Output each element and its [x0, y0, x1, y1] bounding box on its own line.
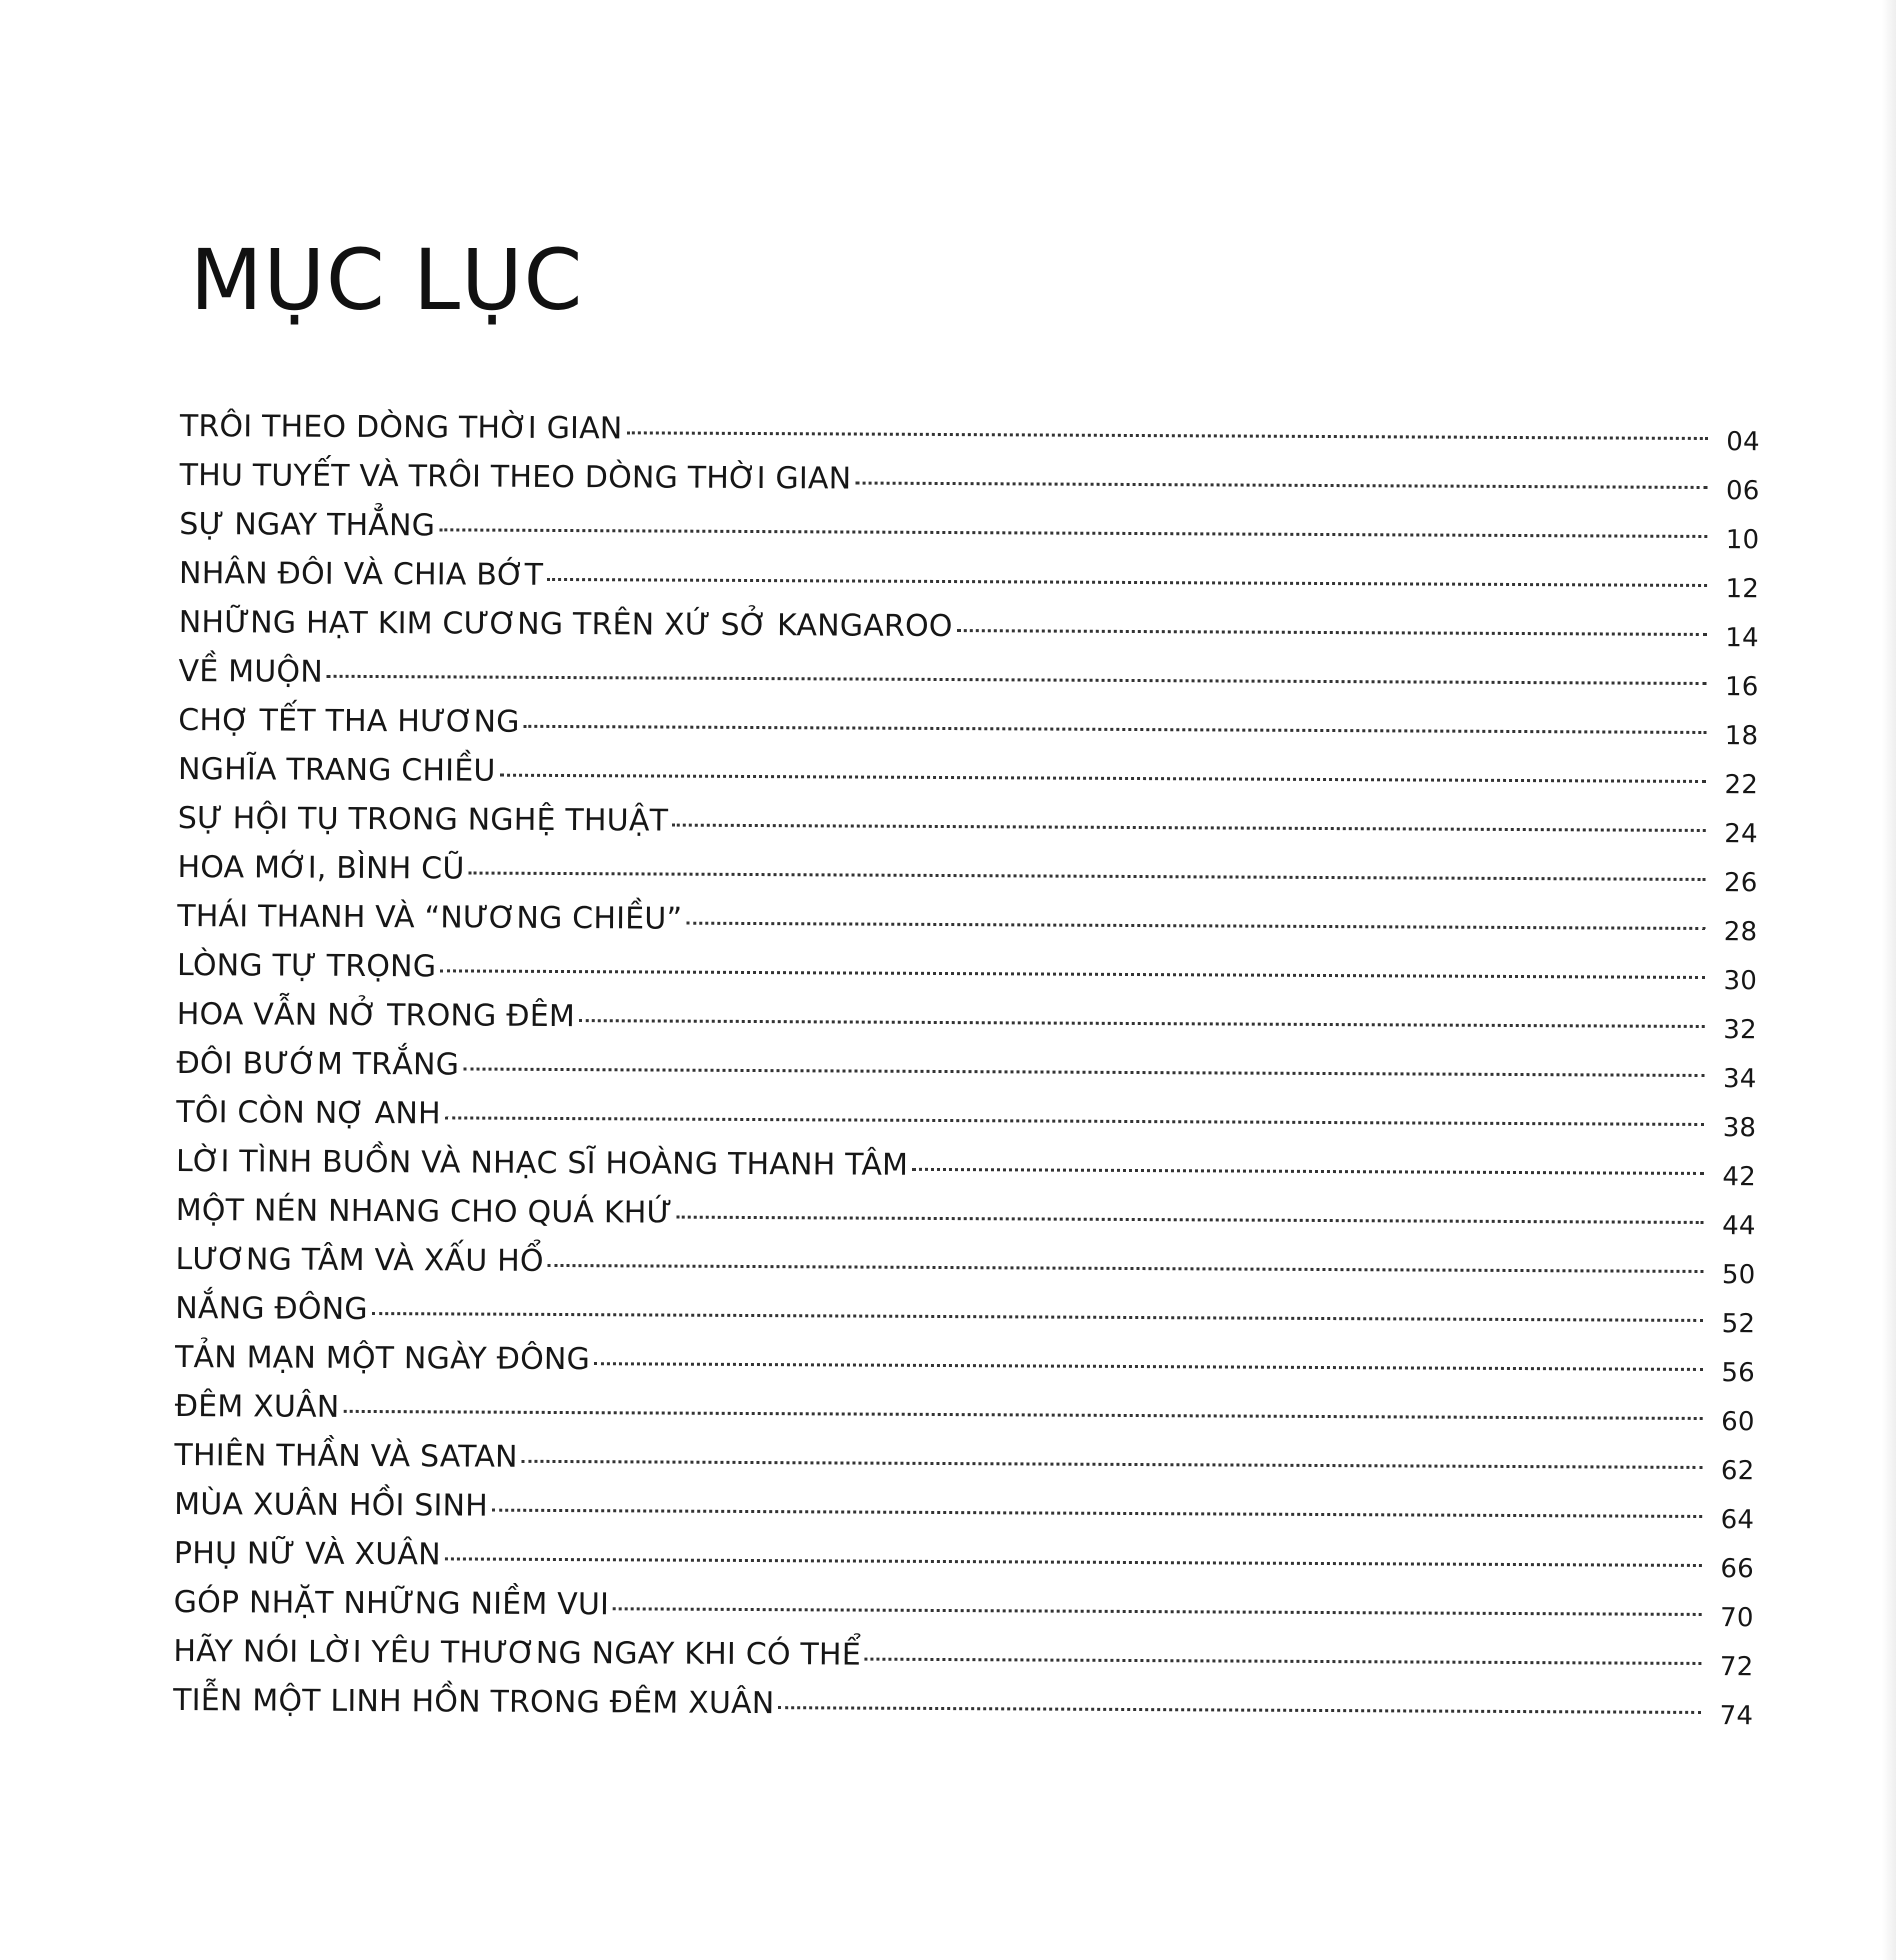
- toc-entry: [179, 549, 1759, 606]
- toc-entry-title: NẮNG ĐÔNG: [175, 1290, 368, 1327]
- toc-entry: [178, 696, 1758, 753]
- toc-entry-title: THÁI THANH VÀ “NƯƠNG CHIỀU”: [177, 898, 683, 937]
- dot-leader: [626, 431, 1707, 440]
- toc-entry-page-number: 28: [1723, 917, 1758, 948]
- toc-entry-title: PHỤ NỮ VÀ XUÂN: [173, 1535, 441, 1573]
- toc-entry-title: TÔI CÒN NỢ ANH: [176, 1094, 441, 1132]
- toc-entry: [175, 1333, 1755, 1390]
- dot-leader: [855, 482, 1707, 489]
- toc-entry-page-number: 44: [1722, 1211, 1756, 1242]
- dot-leader: [548, 1264, 1704, 1273]
- toc-entry-title: MÙA XUÂN HỒI SINH: [174, 1486, 489, 1524]
- dot-leader: [522, 1460, 1703, 1469]
- toc-entry-title: NGHĨA TRANG CHIỀU: [177, 751, 496, 789]
- toc-entry-page-number: 06: [1725, 476, 1760, 507]
- dot-leader: [613, 1607, 1702, 1616]
- toc-entry-page-number: 18: [1724, 721, 1759, 752]
- toc-entry: [177, 941, 1757, 998]
- toc-entry-page-number: 10: [1725, 525, 1760, 556]
- dot-leader: [372, 1312, 1703, 1322]
- toc-entry: [176, 1039, 1756, 1096]
- toc-entry: [173, 1627, 1753, 1684]
- toc-entry: [175, 1235, 1755, 1292]
- page-edge-shadow: [1882, 0, 1896, 1960]
- toc-entry-page-number: 26: [1723, 868, 1758, 899]
- toc-entry: [174, 1480, 1754, 1537]
- toc-entry: [175, 1382, 1755, 1439]
- dot-leader: [445, 1557, 1702, 1567]
- toc-entry-title: NHÂN ĐÔI VÀ CHIA BỚT: [179, 555, 544, 593]
- toc-entry-page-number: 72: [1719, 1652, 1754, 1683]
- dot-leader: [672, 824, 1706, 832]
- dot-leader: [957, 629, 1707, 636]
- toc-entry-page-number: 24: [1724, 819, 1758, 850]
- dot-leader: [343, 1410, 1702, 1420]
- dot-leader: [676, 1216, 1703, 1224]
- toc-entry-title: LÒNG TỰ TRỌNG: [176, 947, 437, 985]
- dot-leader: [865, 1658, 1702, 1665]
- toc-entry-page-number: 38: [1722, 1113, 1757, 1144]
- toc-entry-title: TRÔI THEO DÒNG THỜI GIAN: [179, 408, 623, 447]
- toc-entry-page-number: 34: [1722, 1064, 1757, 1095]
- toc-entry: [179, 451, 1759, 508]
- toc-entry-page-number: 42: [1722, 1162, 1757, 1193]
- toc-entry-title: SỰ NGAY THẲNG: [179, 506, 436, 544]
- toc-entry-page-number: 62: [1720, 1456, 1755, 1487]
- toc-entry: [177, 892, 1757, 949]
- dot-leader: [445, 1116, 1704, 1126]
- dot-leader: [594, 1362, 1703, 1371]
- toc-entry-title: LỜI TÌNH BUỒN VÀ NHẠC SĨ HOÀNG THANH TÂM: [175, 1143, 909, 1183]
- dot-leader: [547, 578, 1707, 587]
- toc-entry-page-number: 52: [1721, 1309, 1756, 1340]
- toc-entry-page-number: 60: [1721, 1407, 1755, 1438]
- toc-entry: [176, 1186, 1756, 1243]
- toc-entry-page-number: 50: [1721, 1260, 1756, 1291]
- dot-leader: [579, 1019, 1705, 1028]
- toc-entry: [179, 598, 1759, 655]
- toc-entry: [180, 402, 1760, 459]
- toc-entry-title: TẢN MẠN MỘT NGÀY ĐÔNG: [174, 1339, 591, 1378]
- toc-entry: [178, 647, 1758, 704]
- toc-entry: [179, 500, 1759, 557]
- toc-entry-page-number: 32: [1723, 1015, 1757, 1046]
- toc-entry-page-number: 56: [1721, 1358, 1756, 1389]
- toc-entry-page-number: 16: [1724, 672, 1759, 703]
- toc-entry: [173, 1676, 1753, 1733]
- toc-entry-page-number: 04: [1726, 427, 1760, 458]
- dot-leader: [686, 922, 1705, 930]
- toc-entry: [176, 1137, 1756, 1194]
- toc-entry: [178, 794, 1758, 851]
- toc-entry-title: HOA VẪN NỞ TRONG ĐÊM: [176, 996, 576, 1035]
- toc-entry-title: SỰ HỘI TỤ TRONG NGHỆ THUẬT: [177, 800, 669, 839]
- toc-entry-title: GÓP NHẶT NHỮNG NIỀM VUI: [173, 1584, 610, 1623]
- dot-leader: [327, 675, 1707, 685]
- toc-entry-title: THU TUYẾT VÀ TRÔI THEO DÒNG THỜI GIAN: [179, 457, 852, 497]
- toc-entry: [174, 1578, 1754, 1635]
- toc-entry-title: HÃY NÓI LỜI YÊU THƯƠNG NGAY KHI CÓ THỂ: [173, 1633, 861, 1673]
- toc-entry-page-number: 70: [1720, 1603, 1754, 1634]
- dot-leader: [440, 969, 1705, 979]
- toc-entry-title: THIÊN THẦN VÀ SATAN: [174, 1437, 518, 1475]
- dot-leader: [469, 872, 1706, 881]
- toc-entry-page-number: 64: [1720, 1505, 1755, 1536]
- toc-entry-title: LƯƠNG TÂM VÀ XẤU HỔ: [175, 1241, 544, 1279]
- dot-leader: [463, 1067, 1704, 1077]
- toc-entry-page-number: 74: [1719, 1701, 1754, 1732]
- toc-entry-title: CHỢ TẾT THA HƯƠNG: [178, 702, 520, 740]
- toc-entry-page-number: 30: [1723, 966, 1758, 997]
- toc-entry-page-number: 22: [1724, 770, 1759, 801]
- toc-entry: [177, 843, 1757, 900]
- toc-entry-title: MỘT NÉN NHANG CHO QUÁ KHỨ: [175, 1192, 673, 1231]
- toc-entry-page-number: 14: [1725, 623, 1759, 654]
- toc-entry-title: TIỄN MỘT LINH HỒN TRONG ĐÊM XUÂN: [173, 1682, 775, 1722]
- toc-entry: [175, 1284, 1755, 1341]
- toc-entry-title: NHỮNG HẠT KIM CƯƠNG TRÊN XỨ SỞ KANGAROO: [178, 604, 953, 645]
- toc-entry-title: HOA MỚI, BÌNH CŨ: [177, 849, 465, 887]
- dot-leader: [778, 1706, 1701, 1714]
- dot-leader: [500, 774, 1706, 783]
- toc-entry: [176, 1088, 1756, 1145]
- toc-entry-page-number: 12: [1725, 574, 1760, 605]
- dot-leader: [912, 1168, 1704, 1175]
- dot-leader: [439, 528, 1707, 538]
- toc-entry: [177, 990, 1757, 1047]
- toc-entry-title: ĐÊM XUÂN: [174, 1388, 340, 1425]
- toc-entry-page-number: 66: [1720, 1554, 1754, 1585]
- table-of-contents: [173, 402, 1760, 1733]
- toc-entry-title: VỀ MUỘN: [178, 653, 323, 690]
- dot-leader: [524, 725, 1707, 734]
- dot-leader: [492, 1509, 1702, 1518]
- toc-entry: [178, 745, 1758, 802]
- toc-entry-title: ĐÔI BƯỚM TRẮNG: [176, 1045, 460, 1083]
- toc-entry: [174, 1431, 1754, 1488]
- toc-entry: [174, 1529, 1754, 1586]
- page-title: MỤC LỤC: [190, 231, 584, 329]
